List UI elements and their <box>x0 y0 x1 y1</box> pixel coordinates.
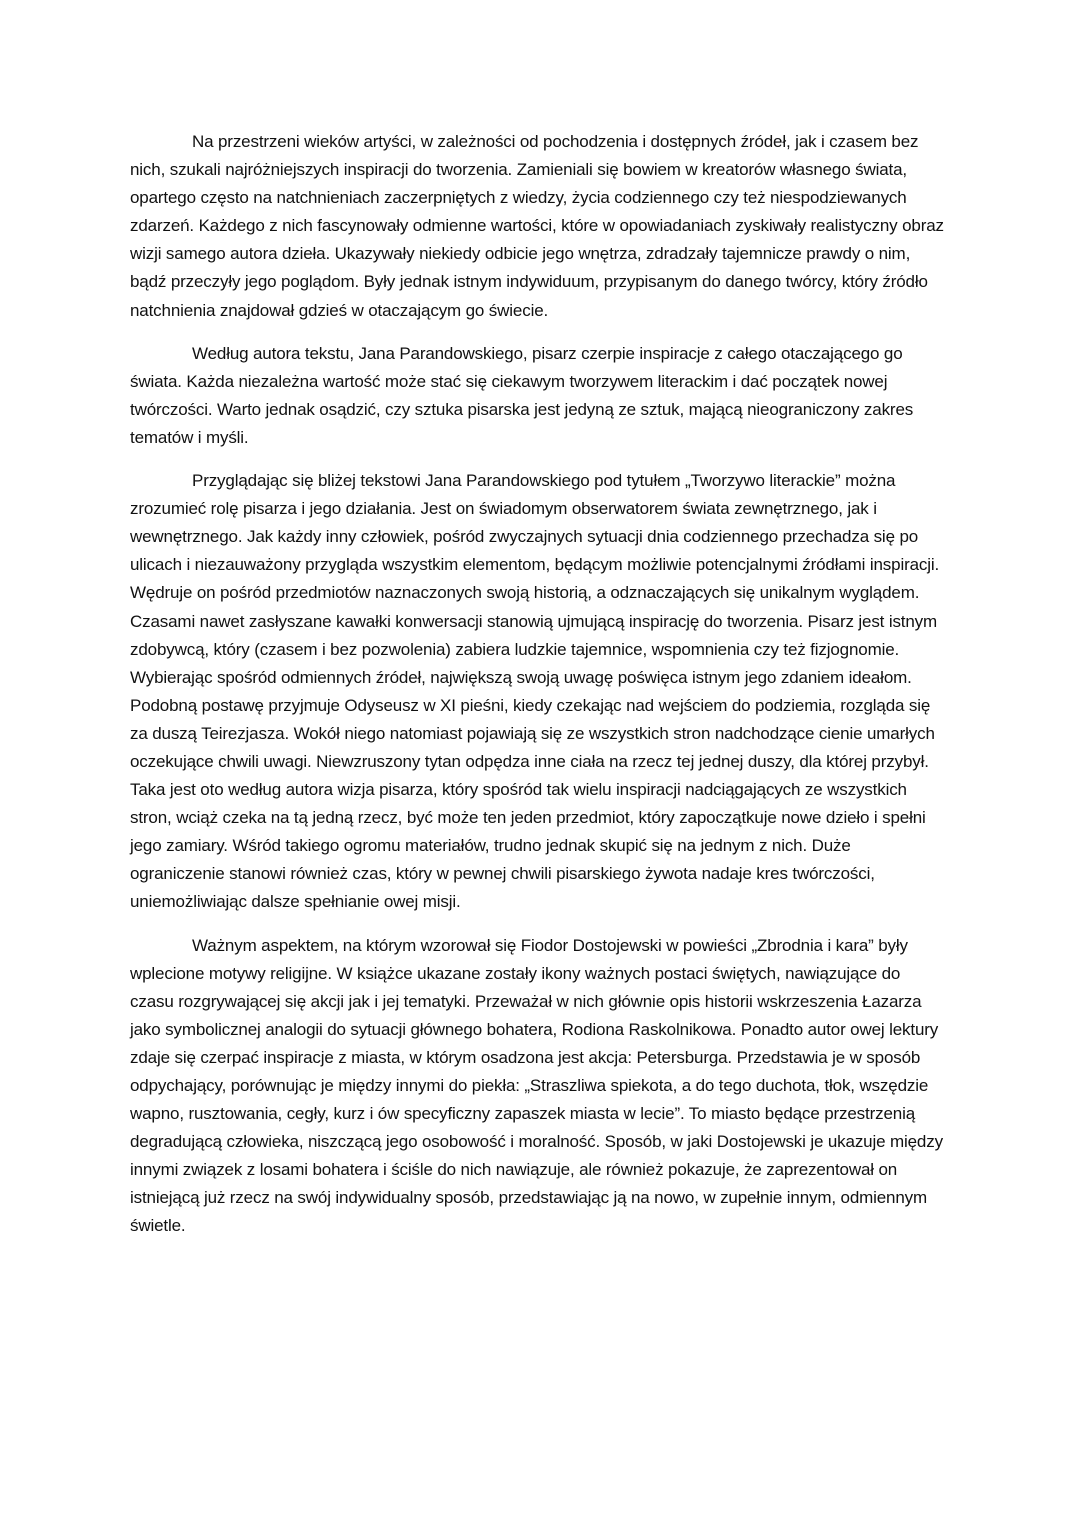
paragraph-2: Według autora tekstu, Jana Parandowskiego, pisarz czerpie inspiracje z całego otaczającego go świata. Każda niezależna wartość może stać się ciekawym tworzywem literackim i dać początek nowej twórczości. Warto jednak osądzić, czy sztuka pisarska jest jedyną ze sztuk, mającą nieograniczony zakres tematów i myśli. <box>130 343 914 447</box>
paragraph-1: Na przestrzeni wieków artyści, w zależności od pochodzenia i dostępnych źródeł, jak i czasem bez nich, szukali najróżniejszych inspiracji do tworzenia. Zamieniali się bowiem w kreatorów własnego świata, opartego często na natchnieniach zaczerpniętych z wiedzy, życia codziennego czy też niespodziewanych zdarzeń. Każdego z nich fascynowały odmienne wartości, które w opowiadaniach zyskiwały realistyczny obraz wizji samego autora dzieła. Ukazywały niekiedy odbicie jego wnętrza, zdradzały tajemnicze prawdy o nim, bądź przeczyły jego poglądom. Były jednak istnym indywiduum, przypisanym do danego twórcy, który źródło natchnienia znajdował gdzieś w otaczającym go świecie. <box>130 132 944 320</box>
document-page <box>130 128 948 1256</box>
paragraph-3: Przyglądając się bliżej tekstowi Jana Parandowskiego pod tytułem „Tworzywo literackie” można zrozumieć rolę pisarza i jego działania. Jest on świadomym obserwatorem świata zewnętrznego, jak i wewnętrznego. Jak każdy inny człowiek, pośród zwyczajnych sytuacji dnia codziennego przechadza się po ulicach i niezauważony przygląda wszystkim elementom, będącym możliwie potencjalnymi źródłami inspiracji. Wędruje on pośród przedmiotów naznaczonych swoją historią, a odznaczających się unikalnym wyglądem. Czasami nawet zasłyszane kawałki konwersacji stanowią ujmującą inspirację do tworzenia. Pisarz jest istnym zdobywcą, który (czasem i bez pozwolenia) zabiera ludzkie tajemnice, wspomnienia czy też fizjognomie. Wybierając spośród odmiennych źródeł, największą swoją uwagę poświęca istnym jego zdaniem ideałom. Podobną postawę przyjmuje Odyseusz w XI pieśni, kiedy czekając nad wejściem do podziemia, rozgląda się za duszą Teirezjasza. Wokół niego natomiast pojawiają się ze wszystkich stron nadchodzące cienie umarłych oczekujące chwili uwagi. Niewzruszony tytan odpędza inne ciała na rzecz tej jednej duszy, dla której przybył. Taka jest oto według autora wizja pisarza, który spośród tak wielu inspiracji nadciągających ze wszystkich stron, wciąż czeka na tą jedną rzecz, być może ten jeden przedmiot, który zapoczątkuje nowe dzieło i spełni jego zamiary. Wśród takiego ogromu materiałów, trudno jednak skupić się na jednym z nich. Duże ograniczenie stanowi również czas, który w pewnej chwili pisarskiego żywota nadaje kres twórczości, uniemożliwiając dalsze spełnianie owej misji. <box>130 471 940 912</box>
paragraph-4: Ważnym aspektem, na którym wzorował się Fiodor Dostojewski w powieści „Zbrodnia i kara” były wplecione motywy religijne. W książce ukazane zostały ikony ważnych postaci świętych, nawiązujące do czasu rozgrywającej się akcji jak i jej tematyki. Przeważał w nich głównie opis historii wskrzeszenia Łazarza jako symbolicznej analogii do sytuacji głównego bohatera, Rodiona Raskolnikowa. Ponadto autor owej lektury zdaje się czerpać inspiracje z miasta, w którym osadzona jest akcja: Petersburga. Przedstawia je w sposób odpychający, porównując je między innymi do piekła: „Straszliwa spiekota, a do tego duchota, tłok, wszędzie wapno, rusztowania, cegły, kurz i ów specyficzny zapaszek miasta w lecie”. To miasto będące przestrzenią degradującą człowieka, niszczącą jego osobowość i moralność. Sposób, w jaki Dostojewski je ukazuje między innymi związek z losami bohatera i ściśle do nich nawiązuje, ale również pokazuje, że zaprezentował on istniejącą już rzecz na swój indywidualny sposób, przedstawiając ją na nowo, w zupełnie innym, odmiennym świetle. <box>130 935 943 1236</box>
